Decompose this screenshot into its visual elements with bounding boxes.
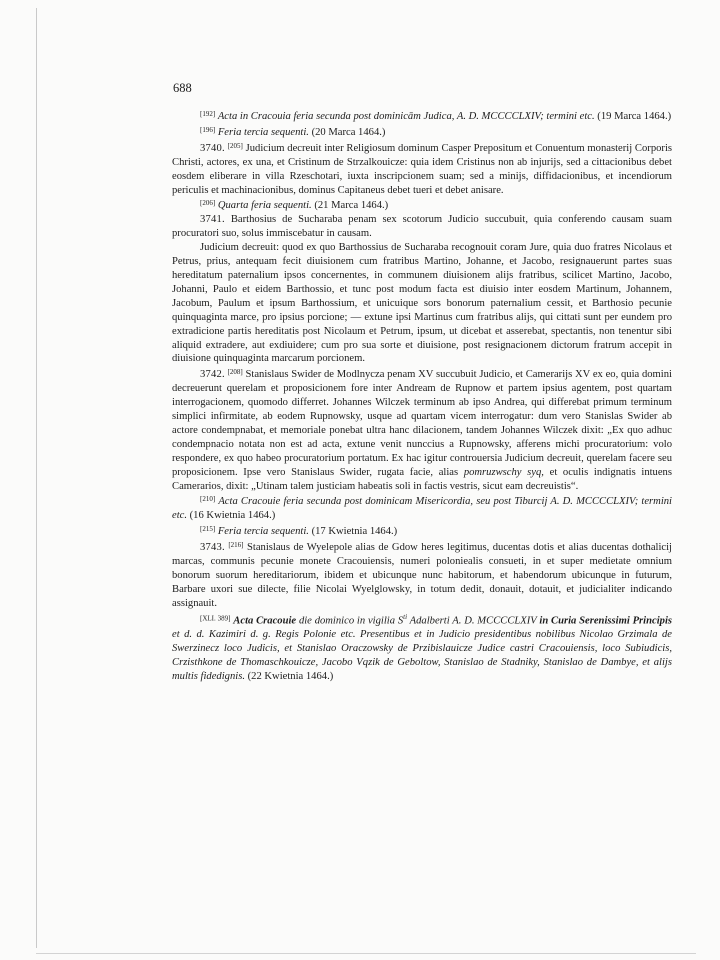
entry-3743 xyxy=(172,539,672,611)
session-title: die dominico in vigilia S xyxy=(296,615,404,627)
session-title: Feria tercia sequenti. xyxy=(217,126,309,138)
court-session-header xyxy=(172,197,672,213)
court-session-header xyxy=(172,124,672,140)
session-title: Acta Cracouie feria secunda post dominicam Misericordia, seu post Tiburcij A. D. MCCCCLXIV; termini etc. xyxy=(172,496,673,522)
superscript: ti xyxy=(403,612,408,621)
session-title: Adalberti A. D. MCCCCLXIV xyxy=(407,615,540,627)
entry-text: Stanislaus Swider de Modlnycza penam XV succubuit Judicio, et Camerarijs XV ex eo, quia domini decreuerunt querelam et proposicionem fore inter Andream de Rupnow et partem ipsius agentem, post quartam interrogacionem, quomodo differret. Johannes Wilczek terminum ab ipso Andrea, qui differebat primum terminum simplici infirmitate, ab eodem Rupnowsky, usque ad quartam vicem interrogatur: dum vero Stanislas Swider ab actore condempnabat, et memoriale ponebat ultra hanc dilacionem, tandem Johannes Wilczek dixit: „Ex quo adhuc condempnacio notata non est ad acta, extune venit nunccius a Rupnowsky, afferens michi procuratorium: volo respondere, ex quo habeo procuratorium portatum. Ex hac igitur controuersia Judicium decreuit, querelam facere seu proposicionem. Ipse vero Stanislaus Swider, rugata facie, alias xyxy=(172,369,672,478)
session-title: Acta in Cracouia feria secunda post dominicām Judica, A. D. MCCCCLXIV; termini etc. xyxy=(217,111,595,122)
session-date: (17 Kwietnia 1464.) xyxy=(308,526,398,538)
footnote-ref: [XLI. 389] xyxy=(200,614,231,623)
page-bottom-edge xyxy=(36,953,696,954)
entry-3741-judgment xyxy=(172,241,672,366)
session-title: Feria tercia sequenti. xyxy=(217,526,309,538)
page-number: 688 xyxy=(173,81,192,95)
session-title: et d. d. Kazimiri d. g. Regis Polonie etc. Presentibus et in Judicio presidentibus nobilibus Nicolao Grzimala de Swerzinecz loco Judicis, et Stanislao Oraczowsky de Przibislauicze Judice castri Cracouiensis, loco Subiudicis, Crzisthkone de Thomaschkouicze, Jacobo Vqzik de Geboltow, Stanislao de Stadniky, Stanislao de Dambye, et alijs multis fidedignis. xyxy=(172,629,672,682)
footnote-ref: [210] xyxy=(200,495,216,504)
entry-text: Barthosius de Sucharaba penam sex scotorum Judicio succubuit, quia conferendo causam suam procuratori suo, solus immiscebatur in causam. xyxy=(172,214,673,240)
session-date: (22 Kwietnia 1464.) xyxy=(244,670,334,682)
session-date: (16 Kwietnia 1464.) xyxy=(187,510,276,522)
footnote-ref: [196] xyxy=(200,125,216,134)
footnote-ref: [206] xyxy=(200,199,216,208)
document-body xyxy=(172,108,672,684)
entry-text: Stanislaus de Wyelepole alias de Gdow heres legitimus, ducentas dotis et alias ducentas dothalicij marcas, communis pecunie monete Cracouiensis, numeri poloniealis consueti, in et super medietate omnium bonorum suorum hereditariorum, ibidem et ubicunque nunc habitorum, et habendorum ubicunque in futurum, Barbare uxori sue dilecte, filie Nicolai Wyelglowsky, in totum dedit, donauit, dotauit, et judicialiter indicando assignauit. xyxy=(172,542,672,609)
entry-3742 xyxy=(172,366,672,493)
session-title-bold: in Curia Serenissimi Principis xyxy=(539,615,673,627)
court-session-header xyxy=(172,523,672,539)
entry-text: et oculis indignatis intuens Camerarios, dixit: „Utinam talem justiciam habeatis soli in factis vestris, sicut eam decreuistis“. xyxy=(172,466,672,492)
court-session-header xyxy=(172,108,672,124)
session-date: (20 Marca 1464.) xyxy=(308,126,386,138)
entry-3741 xyxy=(172,213,672,241)
entry-3740 xyxy=(172,140,672,198)
session-date: (21 Marca 1464.) xyxy=(311,200,389,212)
session-title-bold: Acta Cracouie xyxy=(233,615,297,627)
court-session-header xyxy=(172,493,672,523)
entry-text-italic: pomruzwschy syq, xyxy=(463,466,544,478)
session-title: Quarta feria sequenti. xyxy=(217,200,312,212)
entry-number: 3741. xyxy=(200,214,225,226)
entry-text: Judicium decreuit: quod ex quo Barthossius de Sucharaba recognouit coram Jure, quia duo fratres Nicolaus et Petrus, prius, antequam fecit diuisionem cum fratribus Martino, Johanne, et Jacobo, resignauerunt partes suas hereditatum paternalium ipsos concernentes, in communem diuisionem alijs fratribus, scilicet Martino, Jacobo, Johanni, Paulo et eidem Barthossio, et tunc post modum facta est diuisio inter eosdem Martinum, Johannem, Jacobum, Paulum et ipsum Barthossium, et unicuique sors bonorum paternalium cessit, et Barthosio pecunie quinquaginta marce, pro ipsius porcione; — extune ipsi Martinus cum fratribus alijs, qui cittati sunt per eundem pro extradicione partis hereditatis post Nicolaum et Petrum, ipsum, ut dicebat et asserebat, spectantis, non tenentur sibi aliquid extradere, aut exdiuidere; cum pro sua sorte et diuisione, post resignacionem dictorum fratrum accepit in diuisione quinquaginta marcarum porcionem. xyxy=(172,242,672,365)
footnote-ref: [208] xyxy=(227,368,243,377)
entry-number: 3742. xyxy=(200,369,225,381)
entry-text: Judicium decreuit inter Religiosum dominum Casper Prepositum et Conuentum monasterij Corporis Christi, actores, ex una, et Cristinum de Strzalkouicze: quia idem Cristinus non ab injurijs, sed a cittacionibus debet eosdem eliberare in villa Rzeschotari, iuxta inscripcionem suam; sed a minijs, diffidacionibus, et incendiorum periculis et machinacionibus, dominus Capitaneus debet tueri et debet anisare. xyxy=(172,142,673,196)
footnote-ref: [216] xyxy=(228,541,244,550)
court-session-header-royal xyxy=(172,611,672,684)
footnote-ref: [192] xyxy=(200,110,216,118)
footnote-ref: [215] xyxy=(200,525,216,534)
entry-number: 3743. xyxy=(200,542,225,554)
session-date: (19 Marca 1464.) xyxy=(594,111,672,122)
footnote-ref: [205] xyxy=(227,141,243,150)
page-left-edge xyxy=(36,8,37,948)
entry-number: 3740. xyxy=(200,142,225,154)
